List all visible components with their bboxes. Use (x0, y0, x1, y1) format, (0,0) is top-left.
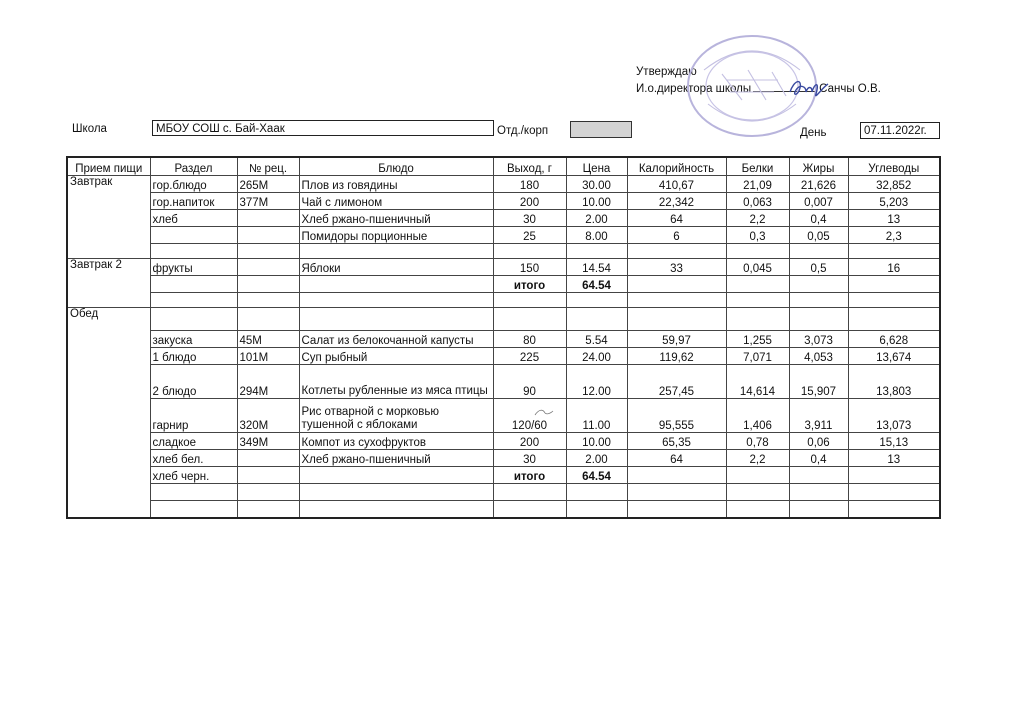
cell-price: 10.00 (566, 433, 627, 450)
cell-calories: 59,97 (627, 331, 726, 348)
cell-section (150, 501, 237, 519)
cell-output: 25 (493, 227, 566, 244)
cell-dish (299, 467, 493, 484)
cell-dish: Плов из говядины (299, 176, 493, 193)
cell-meal (67, 399, 150, 433)
col-header-protein: Белки (726, 157, 789, 176)
cell-output (493, 484, 566, 501)
cell-output (493, 501, 566, 519)
cell-dish: Суп рыбный (299, 348, 493, 365)
cell-price: 10.00 (566, 193, 627, 210)
cell-calories: 33 (627, 259, 726, 276)
cell-price: 5.54 (566, 331, 627, 348)
cell-carbs: 32,852 (848, 176, 940, 193)
cell-calories (627, 244, 726, 259)
cell-price: 8.00 (566, 227, 627, 244)
col-header-output: Выход, г (493, 157, 566, 176)
dept-label: Отд./корп (497, 125, 549, 137)
cell-output: 30 (493, 210, 566, 227)
table-row (67, 193, 940, 210)
cell-section: гор.напиток (150, 193, 237, 210)
cell-fat (789, 244, 848, 259)
cell-carbs (848, 501, 940, 519)
cell-output (493, 244, 566, 259)
cell-calories: 22,342 (627, 193, 726, 210)
school-label: Школа (72, 123, 107, 135)
cell-dish (299, 293, 493, 308)
cell-carbs: 5,203 (848, 193, 940, 210)
cell-recipe: 320М (237, 399, 299, 433)
cell-recipe (237, 244, 299, 259)
cell-fat (789, 501, 848, 519)
cell-carbs: 6,628 (848, 331, 940, 348)
cell-fat (789, 467, 848, 484)
cell-price: 30.00 (566, 176, 627, 193)
cell-price: 64.54 (566, 467, 627, 484)
cell-dish: Яблоки (299, 259, 493, 276)
cell-output: 225 (493, 348, 566, 365)
table-row (67, 276, 940, 293)
cell-section: сладкое (150, 433, 237, 450)
cell-recipe: 45М (237, 331, 299, 348)
cell-section: гарнир (150, 399, 237, 433)
cell-fat: 0,5 (789, 259, 848, 276)
cell-calories: 119,62 (627, 348, 726, 365)
cell-calories (627, 501, 726, 519)
cell-protein: 14,614 (726, 365, 789, 399)
cell-output: 180 (493, 176, 566, 193)
cell-price (566, 244, 627, 259)
cell-meal: Завтрак (67, 176, 150, 193)
cell-section: гор.блюдо (150, 176, 237, 193)
table-header-row (67, 157, 940, 176)
cell-fat: 3,073 (789, 331, 848, 348)
cell-section (150, 276, 237, 293)
cell-calories (627, 293, 726, 308)
table-row (67, 348, 940, 365)
table-row (67, 484, 940, 501)
cell-recipe (237, 484, 299, 501)
cell-meal (67, 210, 150, 227)
table-row (67, 467, 940, 484)
cell-price: 24.00 (566, 348, 627, 365)
cell-output (493, 293, 566, 308)
cell-fat: 0,05 (789, 227, 848, 244)
cell-recipe: 294М (237, 365, 299, 399)
cell-carbs: 2,3 (848, 227, 940, 244)
table-row (67, 210, 940, 227)
cell-fat: 15,907 (789, 365, 848, 399)
cell-recipe: 377М (237, 193, 299, 210)
cell-output (493, 308, 566, 331)
cell-meal (67, 244, 150, 259)
cell-protein: 1,255 (726, 331, 789, 348)
table-row (67, 433, 940, 450)
cell-calories: 65,35 (627, 433, 726, 450)
cell-protein: 1,406 (726, 399, 789, 433)
col-header-recipe: № рец. (237, 157, 299, 176)
cell-meal (67, 501, 150, 519)
cell-price: 14.54 (566, 259, 627, 276)
cell-carbs: 13,674 (848, 348, 940, 365)
cell-calories (627, 308, 726, 331)
cell-recipe (237, 501, 299, 519)
cell-recipe (237, 259, 299, 276)
cell-carbs: 13,803 (848, 365, 940, 399)
cell-fat: 0,06 (789, 433, 848, 450)
cell-dish: Компот из сухофруктов (299, 433, 493, 450)
cell-protein: 2,2 (726, 450, 789, 467)
cell-protein (726, 244, 789, 259)
cell-meal (67, 193, 150, 210)
cell-price: 2.00 (566, 450, 627, 467)
cell-output: 200 (493, 193, 566, 210)
table-row (67, 450, 940, 467)
cell-dish: Чай с лимоном (299, 193, 493, 210)
cell-calories (627, 467, 726, 484)
cell-protein (726, 467, 789, 484)
cell-meal (67, 348, 150, 365)
table-row (67, 308, 940, 331)
cell-protein (726, 501, 789, 519)
cell-fat: 21,626 (789, 176, 848, 193)
cell-price (566, 501, 627, 519)
table-row (67, 244, 940, 259)
school-field: МБОУ СОШ с. Бай-Хаак (152, 120, 494, 136)
cell-carbs: 15,13 (848, 433, 940, 450)
cell-calories (627, 276, 726, 293)
approval-name: Санчы О.В. (819, 83, 881, 95)
cell-calories (627, 484, 726, 501)
cell-dish (299, 244, 493, 259)
cell-meal (67, 331, 150, 348)
col-header-price: Цена (566, 157, 627, 176)
cell-dish (299, 484, 493, 501)
table-row (67, 331, 940, 348)
cell-calories: 6 (627, 227, 726, 244)
cell-section (150, 484, 237, 501)
cell-output: итого (493, 467, 566, 484)
cell-price (566, 308, 627, 331)
cell-meal: Обед (67, 308, 150, 331)
cell-recipe (237, 210, 299, 227)
cell-recipe: 265М (237, 176, 299, 193)
cell-fat (789, 276, 848, 293)
table-row (67, 365, 940, 399)
col-header-dish: Блюдо (299, 157, 493, 176)
approval-title: Утверждаю (636, 66, 697, 78)
date-field: 07.11.2022г. (860, 122, 940, 139)
table-row (67, 227, 940, 244)
cell-output: 200 (493, 433, 566, 450)
cell-section: 2 блюдо (150, 365, 237, 399)
cell-calories: 257,45 (627, 365, 726, 399)
cell-section: хлеб черн. (150, 467, 237, 484)
cell-carbs: 13,073 (848, 399, 940, 433)
cell-fat: 0,007 (789, 193, 848, 210)
cell-recipe: 349М (237, 433, 299, 450)
cell-output: 80 (493, 331, 566, 348)
cell-meal: Завтрак 2 (67, 259, 150, 276)
cell-dish: Салат из белокочанной капусты (299, 331, 493, 348)
cell-fat: 0,4 (789, 450, 848, 467)
cell-meal (67, 365, 150, 399)
cell-dish: Рис отварной с морковью тушенной с яблоками (299, 399, 493, 433)
dept-field (570, 121, 632, 138)
cell-recipe (237, 276, 299, 293)
cell-recipe (237, 308, 299, 331)
table-row (67, 399, 940, 433)
table-row (67, 293, 940, 308)
signature-mark (786, 74, 830, 102)
cell-output: 30 (493, 450, 566, 467)
cell-section (150, 293, 237, 308)
menu-table (66, 156, 941, 519)
cell-protein (726, 308, 789, 331)
table-row (67, 501, 940, 519)
cell-meal (67, 276, 150, 293)
cell-protein: 2,2 (726, 210, 789, 227)
cell-carbs (848, 308, 940, 331)
cell-carbs: 13 (848, 450, 940, 467)
cell-dish: Котлеты рубленные из мяса птицы (299, 365, 493, 399)
cell-meal (67, 433, 150, 450)
cell-carbs (848, 467, 940, 484)
cell-calories: 410,67 (627, 176, 726, 193)
cell-carbs (848, 484, 940, 501)
cell-section: закуска (150, 331, 237, 348)
cell-fat (789, 308, 848, 331)
cell-section: 1 блюдо (150, 348, 237, 365)
cell-protein: 7,071 (726, 348, 789, 365)
cell-calories: 95,555 (627, 399, 726, 433)
cell-output: 90 (493, 365, 566, 399)
cell-carbs (848, 276, 940, 293)
cell-dish (299, 308, 493, 331)
col-header-calories: Калорийность (627, 157, 726, 176)
cell-output: 120/60 (493, 399, 566, 433)
cell-section: фрукты (150, 259, 237, 276)
cell-price (566, 484, 627, 501)
cell-fat: 0,4 (789, 210, 848, 227)
col-header-section: Раздел (150, 157, 237, 176)
cell-fat: 4,053 (789, 348, 848, 365)
cell-meal (67, 484, 150, 501)
cell-price: 11.00 (566, 399, 627, 433)
cell-price (566, 293, 627, 308)
cell-recipe (237, 293, 299, 308)
cell-protein: 21,09 (726, 176, 789, 193)
table-row (67, 259, 940, 276)
cell-dish: Хлеб ржано-пшеничный (299, 210, 493, 227)
cell-calories: 64 (627, 450, 726, 467)
cell-section: хлеб бел. (150, 450, 237, 467)
cell-price: 2.00 (566, 210, 627, 227)
cell-protein (726, 484, 789, 501)
cell-section (150, 244, 237, 259)
cell-recipe (237, 450, 299, 467)
table-row (67, 176, 940, 193)
cell-carbs: 13 (848, 210, 940, 227)
col-header-meal: Прием пищи (67, 157, 150, 176)
cell-dish: Хлеб ржано-пшеничный (299, 450, 493, 467)
day-label: День (800, 127, 827, 139)
cell-carbs: 16 (848, 259, 940, 276)
cell-protein: 0,78 (726, 433, 789, 450)
cell-dish (299, 501, 493, 519)
cell-recipe (237, 467, 299, 484)
cell-protein (726, 293, 789, 308)
cell-calories: 64 (627, 210, 726, 227)
cell-price: 64.54 (566, 276, 627, 293)
cell-price: 12.00 (566, 365, 627, 399)
cell-carbs (848, 244, 940, 259)
cell-fat (789, 293, 848, 308)
cell-meal (67, 467, 150, 484)
cell-protein (726, 276, 789, 293)
pen-mark (533, 407, 555, 417)
cell-recipe (237, 227, 299, 244)
cell-protein: 0,045 (726, 259, 789, 276)
cell-dish: Помидоры порционные (299, 227, 493, 244)
cell-recipe: 101М (237, 348, 299, 365)
cell-output: 150 (493, 259, 566, 276)
cell-meal (67, 227, 150, 244)
col-header-fat: Жиры (789, 157, 848, 176)
cell-output: итого (493, 276, 566, 293)
cell-section (150, 308, 237, 331)
cell-protein: 0,3 (726, 227, 789, 244)
cell-section (150, 227, 237, 244)
cell-dish (299, 276, 493, 293)
cell-section: хлеб (150, 210, 237, 227)
cell-carbs (848, 293, 940, 308)
cell-meal (67, 450, 150, 467)
cell-fat: 3,911 (789, 399, 848, 433)
cell-protein: 0,063 (726, 193, 789, 210)
cell-meal (67, 293, 150, 308)
col-header-carbs: Углеводы (848, 157, 940, 176)
cell-fat (789, 484, 848, 501)
approval-position: И.о.директора школы (636, 83, 752, 95)
